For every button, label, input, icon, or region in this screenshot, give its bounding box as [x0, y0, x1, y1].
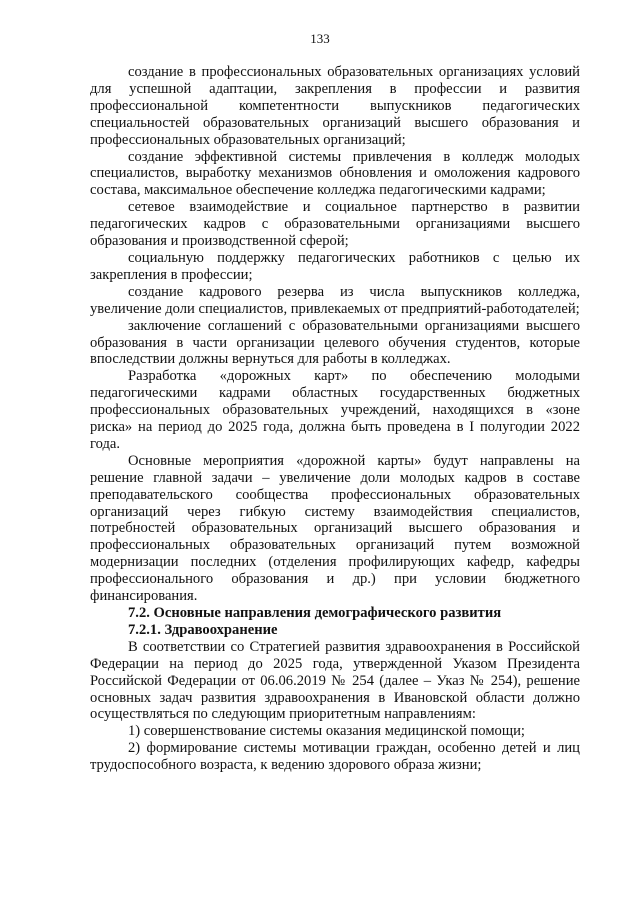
page-number: 133 — [310, 31, 330, 46]
list-item-healthy-lifestyle: 2) формирование системы мотивации граждан, особенно детей и лиц трудоспособного возраста, к ведению здорового образа жизни; — [90, 740, 580, 774]
paragraph-road-maps: Разработка «дорожных карт» по обеспечению молодыми педагогическими кадрами областных государственных бюджетных профессиональных образовательных учреждений, находящихся в «зоне риска» на период до 2025 года, должна быть проведена в I полугодии 2022 года. — [90, 368, 580, 452]
list-item-medical-care: 1) совершенствование системы оказания медицинской помощи; — [128, 723, 525, 740]
paragraph-adaptation: создание в профессиональных образовательных организациях условий для успешной адаптации, закрепления в профессии и развития профессиональной компетентности выпускников педагогических специальностей образовательных организаций высшего образования и профессиональных образовательных организаций; — [90, 64, 580, 148]
document-body — [90, 64, 580, 774]
paragraph-strategy: В соответствии со Стратегией развития здравоохранения в Российской Федерации на период до 2025 года, утвержденной Указом Президента Российской Федерации от 06.06.2019 № 254 (далее – Указ № 254), решение основных задач развития здравоохранения в Ивановской области должно осуществляться по следующим приоритетным направлениям: — [90, 638, 580, 723]
paragraph-agreements: заключение соглашений с образовательными организациями высшего образования в части организации целевого обучения студентов, которые впоследствии должны вернуться для работы в колледжах. — [90, 317, 580, 368]
section-heading-demographic: 7.2. Основные направления демографического развития — [128, 605, 502, 621]
paragraph-personnel-reserve: создание кадрового резерва из числа выпускников колледжа, увеличение доли специалистов, привлекаемых от предприятий-работодателей; — [90, 283, 580, 317]
paragraph-road-map-measures: Основные мероприятия «дорожной карты» будут направлены на решение главной задачи – увеличение доли молодых кадров в составе преподавательского сообщества профессиональных образовательных организаций через гибкую систему взаимодействия специалистов, потребностей образовательных организаций высшего образования и профессиональных образовательных организаций путем возможной модернизации последних (отделения профилирующих кафедр, кафедры профессионального образования и др.) при условии бюджетного финансирования. — [90, 452, 580, 605]
paragraph-young-specialists: создание эффективной системы привлечения в колледж молодых специалистов, выработку механизмов обновления и омоложения кадрового состава, максимальное обеспечение колледжа педагогическими кадрами; — [90, 148, 580, 199]
section-heading-healthcare: 7.2.1. Здравоохранение — [128, 621, 278, 638]
paragraph-social-support: социальную поддержку педагогических работников с целью их закрепления в профессии; — [90, 249, 580, 283]
paragraph-network-cooperation: сетевое взаимодействие и социальное партнерство в развитии педагогических кадров с образовательными организациями высшего образования и производственной сферой; — [90, 199, 580, 250]
